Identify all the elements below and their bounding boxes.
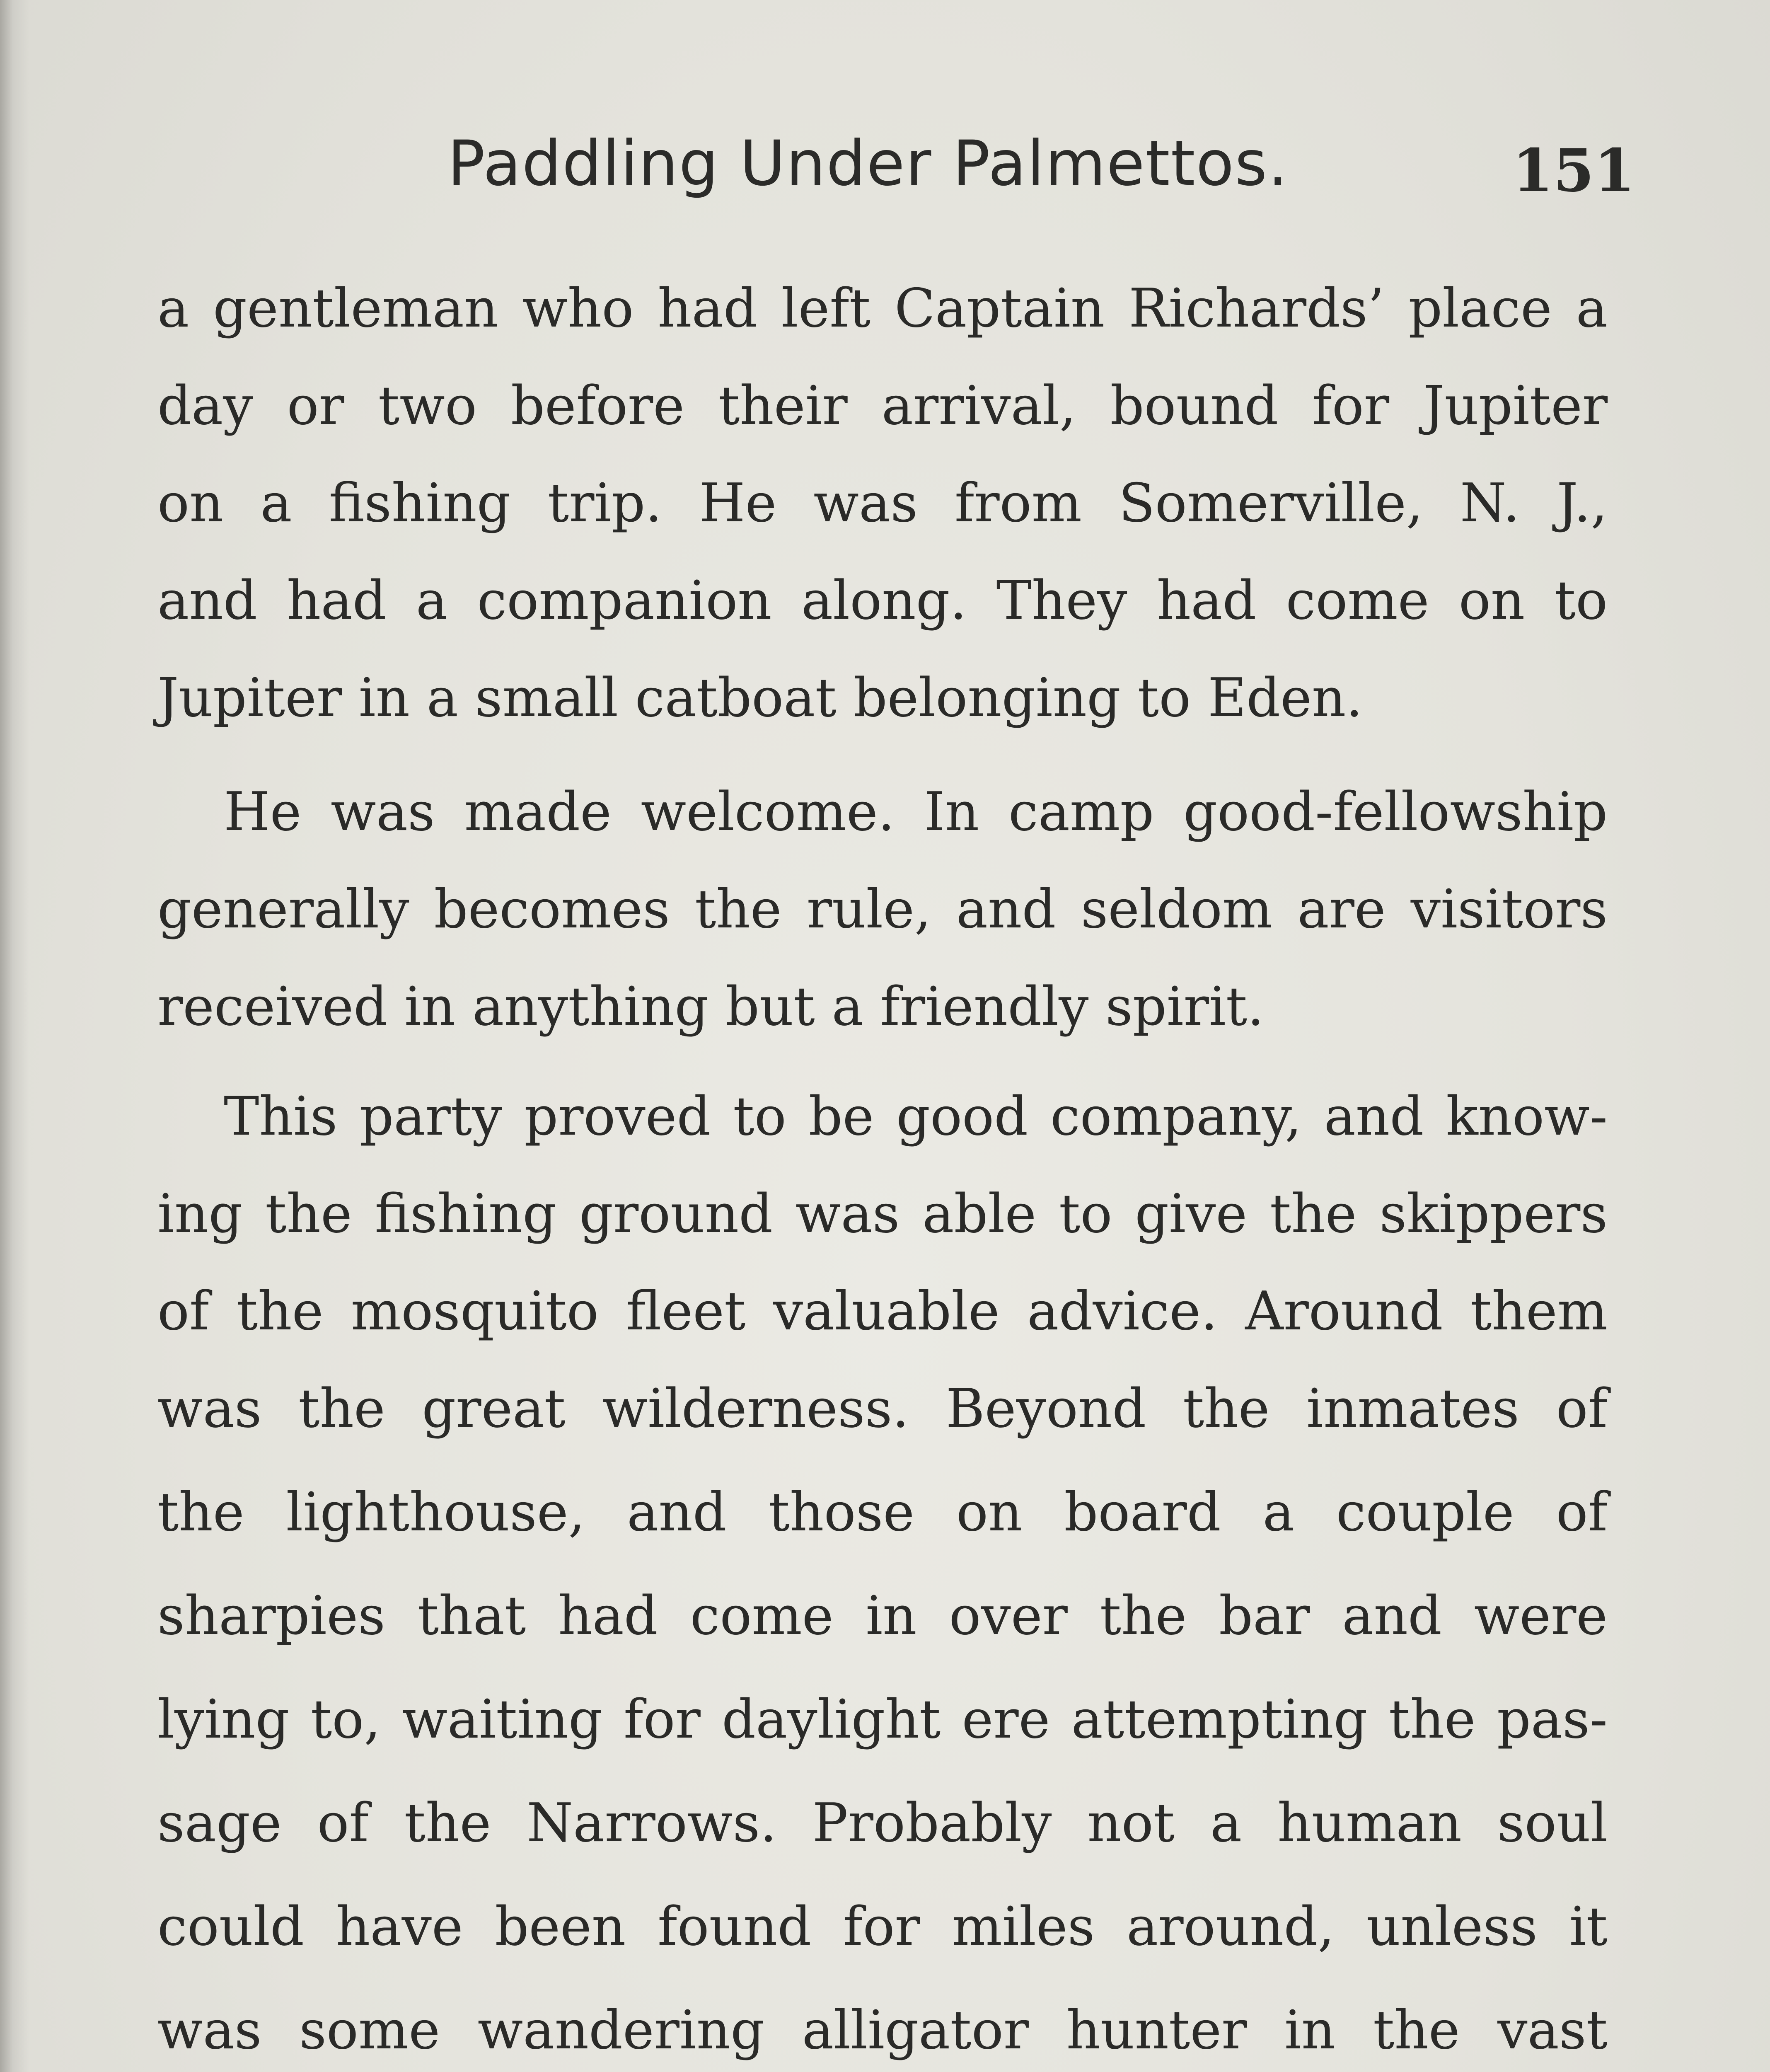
text-line: sage of the Narrows. Probably not a human soul: [157, 1792, 1608, 1854]
text-line: could have been found for miles around, unless it: [157, 1896, 1608, 1958]
text-line: a gentleman who had left Captain Richards’ place a: [157, 278, 1608, 339]
text-line: lying to, waiting for daylight ere attempting the pas-: [157, 1689, 1608, 1750]
text-line: on a fishing trip. He was from Somerville, N. J.,: [157, 472, 1608, 534]
text-line: Jupiter in a small catboat belonging to Eden.: [157, 667, 1363, 729]
text-line: and had a companion along. They had come on to: [157, 570, 1608, 632]
text-line: was the great wilderness. Beyond the inmates of: [157, 1378, 1608, 1440]
text-line: the lighthouse, and those on board a couple of: [157, 1481, 1608, 1543]
text-line: was some wandering alligator hunter in the vast: [157, 1999, 1608, 2061]
text-line: received in anything but a friendly spirit.: [157, 976, 1264, 1038]
text-line: of the mosquito fleet valuable advice. Around them: [157, 1280, 1608, 1342]
page-number: 151: [1512, 136, 1635, 205]
text-line: ing the fishing ground was able to give the skippers: [157, 1183, 1608, 1245]
text-line: He was made welcome. In camp good-fellowship: [224, 781, 1608, 843]
text-line: generally becomes the rule, and seldom are visitors: [157, 879, 1608, 940]
running-title: Paddling Under Palmettos.: [447, 128, 1289, 200]
text-line: sharpies that had come in over the bar and were: [157, 1585, 1608, 1647]
text-line: This party proved to be good company, and know-: [224, 1086, 1608, 1147]
text-line: day or two before their arrival, bound for Jupiter: [157, 375, 1608, 437]
